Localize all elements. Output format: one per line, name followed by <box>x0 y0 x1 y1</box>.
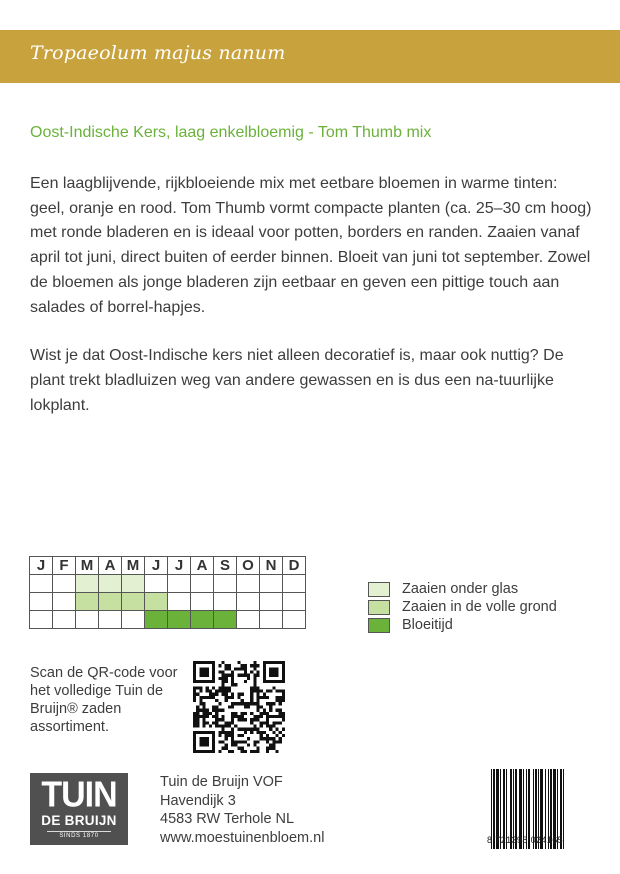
calendar-cell <box>260 575 283 593</box>
calendar-cell <box>30 593 53 611</box>
description <box>30 172 595 442</box>
calendar-cell <box>145 611 168 629</box>
calendar-month-header: J <box>145 557 168 575</box>
calendar-cell <box>122 593 145 611</box>
calendar-month-header: F <box>53 557 76 575</box>
company-address <box>160 773 324 847</box>
calendar-cell <box>99 611 122 629</box>
calendar-cell <box>53 575 76 593</box>
calendar-cell <box>122 611 145 629</box>
legend-swatch <box>368 618 390 633</box>
calendar-month-header: M <box>76 557 99 575</box>
calendar-cell <box>76 575 99 593</box>
calendar-cell <box>191 611 214 629</box>
qr-caption: Scan de QR-code voor het volledige Tuin de Bruijn® zaden assortiment. <box>30 665 178 735</box>
calendar-cell <box>237 575 260 593</box>
legend-item <box>368 616 557 634</box>
qr-code[interactable] <box>193 661 285 753</box>
calendar-cell <box>283 575 306 593</box>
website-link[interactable]: www.moestuinenbloem.nl <box>160 829 325 846</box>
calendar-cell <box>283 611 306 629</box>
calendar-cell <box>76 593 99 611</box>
calendar-cell <box>76 611 99 629</box>
calendar-cell <box>237 593 260 611</box>
brand-logo <box>30 773 128 845</box>
calendar-cell <box>99 575 122 593</box>
calendar-cell <box>30 611 53 629</box>
calendar-cell <box>145 593 168 611</box>
legend-label: Bloeitijd <box>402 617 453 633</box>
calendar-cell <box>168 611 191 629</box>
calendar-cell <box>237 611 260 629</box>
calendar-cell <box>168 593 191 611</box>
legend-swatch <box>368 600 390 615</box>
legend-swatch <box>368 582 390 597</box>
logo-line-3: SINDS 1870 <box>47 831 111 839</box>
calendar-month-header: D <box>283 557 306 575</box>
logo-line-2: DE BRUIJN <box>41 813 117 828</box>
calendar-month-header: A <box>99 557 122 575</box>
calendar-cell <box>99 593 122 611</box>
calendar-cell <box>214 575 237 593</box>
legend-label: Zaaien in de volle grond <box>402 599 557 615</box>
calendar-month-header: O <box>237 557 260 575</box>
calendar-cell <box>168 575 191 593</box>
calendar-cell <box>260 611 283 629</box>
calendar-cell <box>53 611 76 629</box>
calendar-month-header: J <box>30 557 53 575</box>
calendar-cell <box>283 593 306 611</box>
calendar-cell <box>214 611 237 629</box>
description-paragraph: Een laagblijvende, rijkbloeiende mix met eetbare bloemen in warme tinten: geel, oranje en rood. Tom Thumb vormt compacte planten (ca. 25–30 cm hoog) met ronde bladeren en is ideaal voor potten, borders en randen. Zaaien vanaf april tot juni, direct buiten of eerder binnen. Bloeit van juni tot september. Zowel de bloemen als jonge bladeren zijn eetbaar en geven een pittige touch aan salades of borrel-hapjes. <box>30 175 592 316</box>
product-title: Tropaeolum majus nanum <box>30 42 286 64</box>
street: Havendijk 3 <box>160 792 236 809</box>
legend-item <box>368 598 557 616</box>
calendar-legend <box>368 580 557 634</box>
product-subtitle: Oost-Indische Kers, laag enkelbloemig - Tom Thumb mix <box>30 124 432 141</box>
calendar-cell <box>191 593 214 611</box>
calendar-month-header: M <box>122 557 145 575</box>
calendar-cell <box>191 575 214 593</box>
calendar-month-header: J <box>168 557 191 575</box>
calendar-month-header: A <box>191 557 214 575</box>
description-paragraph: Wist je dat Oost-Indische kers niet alleen decoratief is, maar ook nuttig? De plant trekt bladluizen weg van andere gewassen en is dus een na-tuurlijke lokplant. <box>30 347 564 414</box>
calendar-cell <box>122 575 145 593</box>
company-name: Tuin de Bruijn VOF <box>160 774 283 790</box>
calendar-cell <box>214 593 237 611</box>
barcode-number: 8 721398 024165 <box>487 835 564 845</box>
calendar-cell <box>260 593 283 611</box>
logo-line-1: TUIN <box>41 775 117 815</box>
city: 4583 RW Terhole NL <box>160 811 295 827</box>
calendar-cell <box>145 575 168 593</box>
calendar-cell <box>30 575 53 593</box>
legend-label: Zaaien onder glas <box>402 581 519 597</box>
legend-item <box>368 580 557 598</box>
header-banner <box>0 30 620 83</box>
calendar-cell <box>53 593 76 611</box>
sowing-calendar <box>29 556 306 629</box>
calendar-month-header: N <box>260 557 283 575</box>
calendar-month-header: S <box>214 557 237 575</box>
